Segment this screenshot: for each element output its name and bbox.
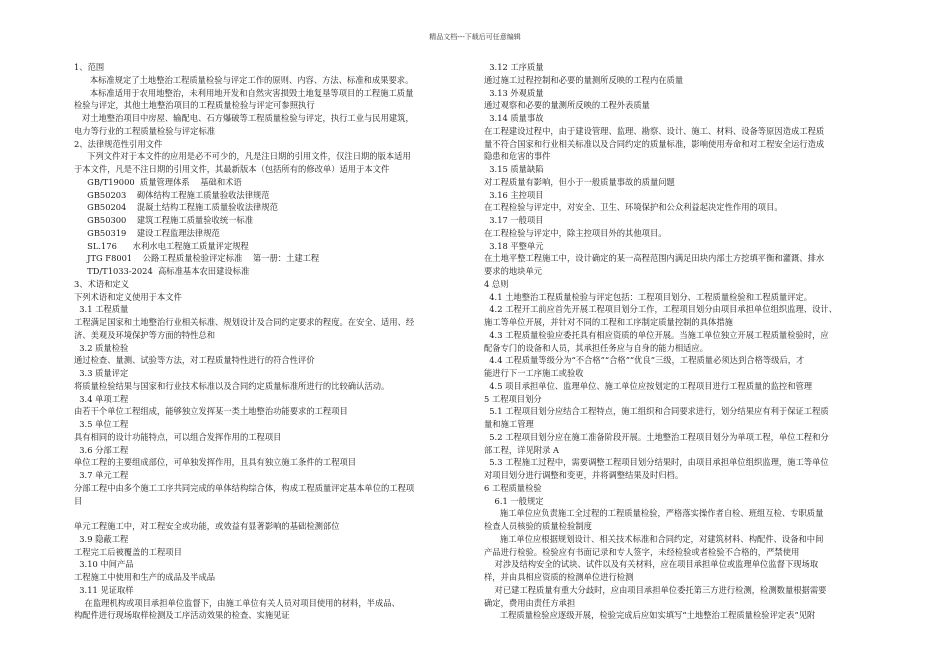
text-line: 5.3 工程施工过程中，需要调整工程项目划分结果时，由项目承担单位组织监理，施工等单位 bbox=[484, 457, 829, 468]
text-line: 5 工程项目划分 bbox=[484, 393, 542, 404]
text-line: 3.18 平整单元 bbox=[484, 240, 544, 251]
text-line: 施工单位应根据规划设计、相关技术标准和合同约定，对建筑材料、构配件、设备和中间 bbox=[484, 533, 824, 544]
text-line: 目 bbox=[74, 495, 83, 506]
text-line: 3.16 主控项目 bbox=[484, 189, 544, 200]
text-line: 确定，费用由责任方承担 bbox=[484, 597, 576, 608]
text-line: 4.1 土地整治工程质量检验与评定包括：工程项目划分、工程质量检验和工程质量评定。 bbox=[484, 291, 813, 302]
text-line: 3.11 见证取样 bbox=[74, 584, 134, 595]
left-text-column bbox=[74, 61, 469, 622]
text-line: 检验与评定，其他土地整治项目的工程质量检验与评定可参照执行 bbox=[74, 100, 315, 111]
text-line: 量不符合国家和行业相关标准以及合同约定的质量标准，影响使用寿命和对工程安全运行造成 bbox=[484, 138, 825, 149]
text-line: GB50203 砌体结构工程施工质量验收法律规范 bbox=[74, 189, 270, 200]
text-line: 对涉及结构安全的试块、试件以及有关材料，应在项目承担单位或监理单位监督下现场取 bbox=[484, 559, 819, 570]
text-line: 量和施工管理 bbox=[484, 419, 534, 429]
text-line: 3.5 单位工程 bbox=[74, 419, 129, 429]
text-line: 工程质量检验应逐级开展，检验完成后应如实填写“土地整治工程质量检验评定表”见附 bbox=[484, 610, 816, 621]
text-line: 4.4 工程质量等级分为“不合格”“合格”“优良”三级，工程质量必须达到合格等级后，才 bbox=[484, 355, 805, 366]
text-line: 5.1 工程项目划分应结合工程特点，施工组织和合同要求进行，划分结果应有利于保证工程质 bbox=[484, 406, 829, 417]
text-line: 能进行下一工序施工或验收 bbox=[484, 368, 584, 378]
text-line: 本标准规定了土地整治工程质量检验与评定工作的原则、内容、方法、标准和成果要求。 bbox=[74, 74, 414, 85]
text-line: 3.14 质量事故 bbox=[484, 113, 544, 123]
text-line: 构配件进行现场取样检测及工序活动效果的检查、实施见证 bbox=[74, 610, 290, 621]
text-line: 4.3 工程质量检验应委托具有相应资质的单位开展。当施工单位独立开展工程质量检验时，应 bbox=[484, 329, 829, 340]
text-line: 隐患和危害的事件 bbox=[484, 151, 551, 162]
text-line: SL.176 水利水电工程施工质量评定规程 bbox=[74, 240, 249, 251]
text-line: 产品进行检验。检验应有书面记录和专人签字，未经检验或者检验不合格的，严禁使用 bbox=[484, 546, 800, 557]
text-line: 通过检查、量测、试验等方法，对工程质量特性进行的符合性评价 bbox=[74, 355, 315, 366]
text-line: 3.17 一般项目 bbox=[484, 215, 544, 225]
text-line: 5.2 工程项目划分应在施工准备阶段开展。土地整治工程项目划分为单项工程，单位工程和分 bbox=[484, 431, 829, 442]
text-line: 对已建工程质量有重大分歧时，应由项目承担单位委托第三方进行检测，检测数量根据需要 bbox=[484, 584, 827, 595]
text-line: GB50300 建筑工程施工质量验收统一标准 bbox=[74, 215, 254, 225]
text-line: 3、术语和定义 bbox=[74, 278, 130, 289]
text-line: 在监理机构或项目承担单位监督下，由施工单位有关人员对项目使用的材料，半成品、 bbox=[74, 597, 400, 608]
text-line: JTG F8001 公路工程质量检验评定标准 第一册：土建工程 bbox=[74, 253, 320, 264]
text-line: 3.1 工程质量 bbox=[74, 304, 129, 315]
text-line: 电力等行业的工程质量检验与评定标准 bbox=[74, 125, 216, 136]
text-line: 工程施工中使用和生产的成品及半成品 bbox=[74, 572, 216, 582]
text-line: 3.6 分部工程 bbox=[74, 444, 129, 455]
text-line: GB50319 建设工程监理法律规范 bbox=[74, 227, 220, 238]
text-line: 下列术语和定义使用于本文件 bbox=[74, 291, 182, 302]
text-line: 6.1 一般规定 bbox=[484, 495, 544, 506]
text-line: 于本文件，凡是不注日期的引用文件，其最新版本（包括所有的修改单）适用于本文件 bbox=[74, 164, 390, 174]
text-line: 分部工程中由多个施工工序共同完成的单体结构综合体，构成工程质量评定基本单位的工程项 bbox=[74, 482, 415, 493]
text-line: 3.2 质量检验 bbox=[74, 342, 129, 353]
page-header: 精品文档---下载后可任意编辑 bbox=[429, 33, 521, 41]
text-line: 在工程建设过程中，由于建设管理、监理、勘察、设计、施工、材料、设备等原因造成工程质 bbox=[484, 125, 825, 136]
text-line: 对项目划分进行调整和变更，并将调整结果及时归档。 bbox=[484, 470, 684, 480]
text-line: 4 总则 bbox=[484, 278, 509, 289]
text-line: 3.15 质量缺陷 bbox=[484, 164, 544, 174]
text-line: 样，并由具相应资质的检测单位进行检测 bbox=[484, 572, 634, 582]
text-line: 济、美观及环境保护等方面的特性总和 bbox=[74, 329, 216, 340]
text-line: 工程完工后被覆盖的工程项目 bbox=[74, 546, 182, 557]
text-line: 单元工程施工中，对工程安全或功能，或效益有显著影响的基础检测部位 bbox=[74, 521, 340, 531]
text-line: 3.9 隐蔽工程 bbox=[74, 533, 129, 544]
text-line: 3.4 单项工程 bbox=[74, 393, 129, 404]
text-line: 由若干个单位工程组成，能够独立发挥某一类土地整治功能要求的工程项目 bbox=[74, 406, 348, 417]
text-line: 3.10 中间产品 bbox=[74, 559, 134, 570]
text-line: 3.13 外观质量 bbox=[484, 87, 544, 98]
text-line: GB50204 混凝土结构工程施工质量验收法律规范 bbox=[74, 202, 278, 213]
text-line: 下列文件对于本文件的应用是必不可少的，凡是注日期的引用文件，仅注日期的版本适用 bbox=[74, 151, 411, 162]
text-line: 4.2 工程开工前应首先开展工程项目划分工作，工程项目划分由项目承担单位组织监理、设计、 bbox=[484, 304, 837, 315]
text-line: 1、范围 bbox=[74, 62, 105, 72]
text-line: 3.12 工序质量 bbox=[484, 62, 544, 72]
text-line: 在工程检验与评定中，对安全、卫生、环境保护和公众利益起决定性作用的项目。 bbox=[484, 202, 783, 213]
text-line: 在工程检验与评定中，除主控项目外的其他项目。 bbox=[484, 227, 667, 238]
text-line: 单位工程的主要组成部位，可单独发挥作用，且具有独立施工条件的工程项目 bbox=[74, 457, 357, 468]
text-line: 检查人员核验的质量检验制度 bbox=[484, 521, 592, 531]
text-line: 通过施工过程控制和必要的量测所反映的工程内在质量 bbox=[484, 74, 684, 85]
text-line: 部工程，详见附录 A bbox=[484, 444, 560, 455]
text-line: 3.3 质量评定 bbox=[74, 368, 129, 378]
text-line: 4.5 项目承担单位、监理单位、施工单位应按划定的工程项目进行工程质量的监控和管理 bbox=[484, 380, 813, 391]
text-line: 本标准适用于农用地整治，未利用地开发和自然灾害损毁土地复垦等项目的工程施工质量 bbox=[74, 87, 414, 98]
text-line: 2、法律规范性引用文件 bbox=[74, 138, 163, 149]
text-line: 施工单位应负责施工全过程的工程质量检验，严格落实操作者自检、班组互检、专职质量 bbox=[484, 508, 824, 519]
text-line: 配备专门的设备和人员，其承担任务应与自身的能力相适应。 bbox=[484, 342, 709, 353]
text-line: 3.7 单元工程 bbox=[74, 470, 129, 480]
text-line: 具有相同的设计功能特点，可以组合发挥作用的工程项目 bbox=[74, 431, 282, 442]
text-line: GB/T19000 质量管理体系 基础和术语 bbox=[74, 176, 242, 187]
text-line: 通过观察和必要的量测所反映的工程外表质量 bbox=[484, 100, 650, 111]
text-line: TD/T1033-2024 高标准基本农田建设标准 bbox=[74, 266, 250, 276]
right-text-column bbox=[484, 61, 879, 622]
text-line: 对工程质量有影响，但小于一般质量事故的质量问题 bbox=[484, 176, 675, 187]
text-line: 工程满足国家和土地整治行业相关标准、规划设计及合同约定要求的程度。在安全、适用、经 bbox=[74, 317, 415, 327]
text-line: 对土地整治项目中房屋、输配电、石方爆破等工程质量检验与评定，执行工业与民用建筑， bbox=[74, 113, 414, 123]
text-line: 要求的地块单元 bbox=[484, 266, 543, 276]
text-line: 施工等单位开展，并针对不同的工程和工序制定质量控制的具体措施 bbox=[484, 317, 733, 327]
text-line: 在土地平整工程施工中，设计确定的某一高程范围内满足田块内部土方挖填平衡和灌溉、排水 bbox=[484, 253, 825, 264]
text-line: 6 工程质量检验 bbox=[484, 482, 542, 493]
text-line bbox=[74, 507, 469, 520]
text-line: 将质量检验结果与国家和行业技术标准以及合同约定质量标准所进行的比较确认活动。 bbox=[74, 380, 390, 391]
